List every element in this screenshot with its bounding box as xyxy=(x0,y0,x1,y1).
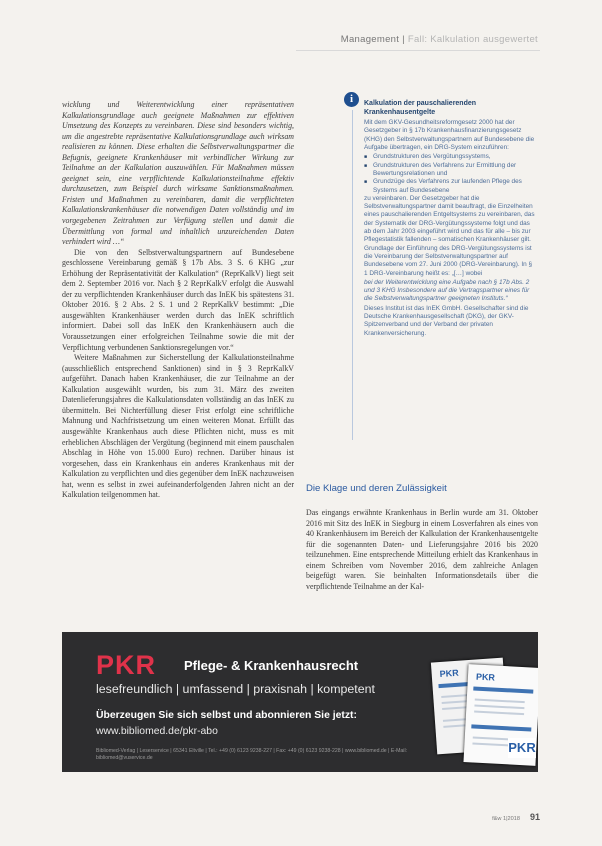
cover-line xyxy=(475,699,525,704)
infobox-quote: bei der Weiterentwicklung eine Aufgabe nach § 17b Abs. 2 und 3 KHG Insbesondere auf die Vertragspartner eines für die Selbstverwaltungspartner geeigneten Instituts.“ xyxy=(364,278,530,303)
footer-label: f&w 1|2018 xyxy=(492,816,520,822)
infobox-after: zu vereinbaren. Der Gesetzgeber hat die Selbstverwaltungspartner damit beauftragt, die Einzelheiten eines pauschalierenden Entgeltsystems zu vereinbaren, das der Systematik der DRG-Vergütungssysteme folgt und das ab dem Jahr 2003 eingeführt wird und das für alle – bis zur Pflegestatistik fallenden – somatischen Krankenhäuser gilt. Grundlage der Einführung des DRG-Vergütungssystems ist die Vereinbarung der Selbstverwaltungspartner auf Bundesebene vom 27. Juni 2000 (DRG-Vereinbarung). In § 1 DRG-Vereinbarung heißt es: „[…] wobei xyxy=(364,194,535,277)
ad-title: Pflege- & Krankenhausrecht xyxy=(184,658,359,673)
left-paragraph-3: Weitere Maßnahmen zur Sicherstellung der Kalkulationsteilnahme (ausschließlich entsprechend Sanktionen) sind in § 3 ReprKalkV aufgeführt. Danach haben Krankenhäuser, die zur Teilnahme an der Kalkulation ausgewählt wurden, bis zum 31. März des zweiten Datenlieferungsjahres die Kalkulationsdaten vollständig an das InEK zu übermitteln. Bei Nichterfüllung dieser Frist erfolgt eine schriftliche Mahnung und Nachfristsetzung um einen weiteren Monat. Erfüllt das ausgewählte Krankenhaus auch diese Pflichten nicht, muss es mit erheblichen Abschlägen der Vergütung (beginnend mit einem pauschalen Abschlag in Höhe von 15.000 Euro) rechnen. Darüber hinaus ist vorgesehen, dass ein Krankenhaus ein anderes Krankenhaus mit der Kalkulation zu verpflichten und dies gegenüber dem InEK nachzuweisen hat, wenn es selbst in zwei aufeinanderfolgenden Jahren nicht an der Kalkulation teilgenommen hat. xyxy=(62,353,294,500)
ad-tagline: lesefreundlich | umfassend | praxisnah | kompetent xyxy=(96,682,375,696)
left-column xyxy=(62,100,294,501)
pkr-logo: PKR xyxy=(96,650,157,680)
infobox-list-item: ■ Grundzüge des Verfahrens zur laufenden Pflege des Systems auf Bundesebene xyxy=(364,178,536,195)
cover-stripe xyxy=(473,686,533,693)
left-paragraph-1: wicklung und Weiterentwicklung einer repräsentativen Kalkulationsgrundlage auch geeignete Maßnahmen zur effektiven Umsetzung des Konzepts zu vereinbaren. Diese sind besonders wichtig, um die angestrebte repräsentative Kalkulationsgrundlage auch wirksam realisieren zu können. Diese erhalten die Selbstverwaltungspartner die Befugnis, geeignete Krankenhäuser mit verbindlicher Wirkung zur Teilnahme an der Kalkulation auszuwählen. Für Maßnahmen müssen geeignet sein, eine verpflichtende Kalkulationsteilnahme effektiv durchzusetzen, zum Beispiel durch wirksame Sanktionsmaßnahmen. Fristen und Maßnahmen zu vereinbaren, damit die verpflichteten Kalkulationskrankenhäuser die notwendigen Daten vollständig und im vorgegebenen Zeitrahmen zur Verfügung stellen und damit die Übermittlung von formal und inhaltlich unzureichenden Daten verhindert wird …“ xyxy=(62,100,294,247)
infobox-intro: Mit dem GKV-Gesundheitsreformgesetz 2000 hat der Gesetzgeber in § 17b Krankenhausfinanzierungsgesetz (KHG) den Selbstverwaltungspartnern auf Bundesebene die Aufgabe übertragen, ein DRG-System einzuführen: xyxy=(364,119,535,152)
infobox-title: Kalkulation der pauschalierenden Krankenhausentgelte xyxy=(364,100,477,116)
header-section: Management xyxy=(340,34,400,45)
infobox-list xyxy=(364,153,536,194)
running-header xyxy=(341,34,538,45)
cover-stripe xyxy=(471,724,531,731)
section-heading: Die Klage und deren Zulässigkeit xyxy=(306,483,447,494)
header-sub: Fall: Kalkulation ausgewertet xyxy=(407,34,538,45)
right-paragraph: Das eingangs erwähnte Krankenhaus in Berlin wurde am 31. Oktober 2016 mit Sitz des InEK in Siegburg in einem Losverfahren als eines von 40 Krankenhäusern im Bereich der Kalkulation der Krankenhausentgelte für die sogenannten Daten- und Lieferungsjahre 2016 bis 2020 teilzunehmen. Eine entsprechende Mitteilung erhielt das Krankenhaus in einem Schreiben vom November 2016, dem zahlreiche Anlagen beigefügt waren. Sie beinhalten Informationsdetails über die verpflichtende Teilnahme an der Kal- xyxy=(306,508,538,591)
pkr-badge: PKR xyxy=(508,738,536,758)
header-rule xyxy=(296,50,540,51)
infobox-list-item: ■ Grundstrukturen des Verfahrens zur Ermittlung der Bewertungsrelationen und xyxy=(364,162,536,179)
page-number: 91 xyxy=(529,812,540,822)
cover-line xyxy=(474,711,524,716)
header-separator: | xyxy=(399,34,408,45)
infobox-rule xyxy=(352,110,353,440)
ad-cta: Überzeugen Sie sich selbst und abonnieren Sie jetzt: xyxy=(96,710,357,721)
infobox-list-item: ■ Grundstrukturen des Vergütungssystems, xyxy=(364,153,536,161)
pkr-advertisement[interactable] xyxy=(62,632,538,772)
left-paragraph-2: Die von den Selbstverwaltungspartnern auf Bundesebene geschlossene Vereinbarung gemäß § 17b Abs. 3 S. 6 KHG „zur Erhöhung der Repräsentativität der Kalkulation“ (ReprKalkV) liegt seit dem 2. September 2016 vor. Nach § 2 ReprKalkV erfolgt die Auswahl der zu verpflichtenden Krankenhäuser durch das InEK bis spätestens 31. Oktober 2016. § 2 Abs. 2 S. 1 und 2 ReprKalkV bestimmt: „Die ausgewählten Krankenhäuser werden durch das InEK schriftlich informiert. Dabei soll das InEK den Krankenhäusern auch die Voraussetzungen einer erfolgreichen Teilnahme sowie die mit der Verpflichtung verbundenen Sanktionsregelungen vor.“ xyxy=(62,247,294,352)
infobox xyxy=(364,100,536,339)
infobox-outro: Dieses Institut ist das InEK GmbH. Gesellschafter sind die Deutsche Krankenhausgesellschaft (DKG), der GKV-Spitzenverband und der Verband der privaten Krankenversicherung. xyxy=(364,304,529,337)
right-column xyxy=(306,508,538,592)
magazine-logo: PKR xyxy=(439,667,460,680)
magazine-logo: PKR xyxy=(475,671,496,683)
info-icon: i xyxy=(344,92,359,107)
cover-line xyxy=(474,705,524,710)
ad-url-link[interactable]: www.bibliomed.de/pkr-abo xyxy=(96,726,218,737)
ad-contact-info: Bibliomed-Verlag | Leserservice | 65341 Eltville | Tel.: +49 (0) 6123 9238-227 | Fax: +49 (0) 6123 9238-228 | www.bibliomed.de | E-Mail: bibliomed@vuservice.de xyxy=(96,748,408,761)
